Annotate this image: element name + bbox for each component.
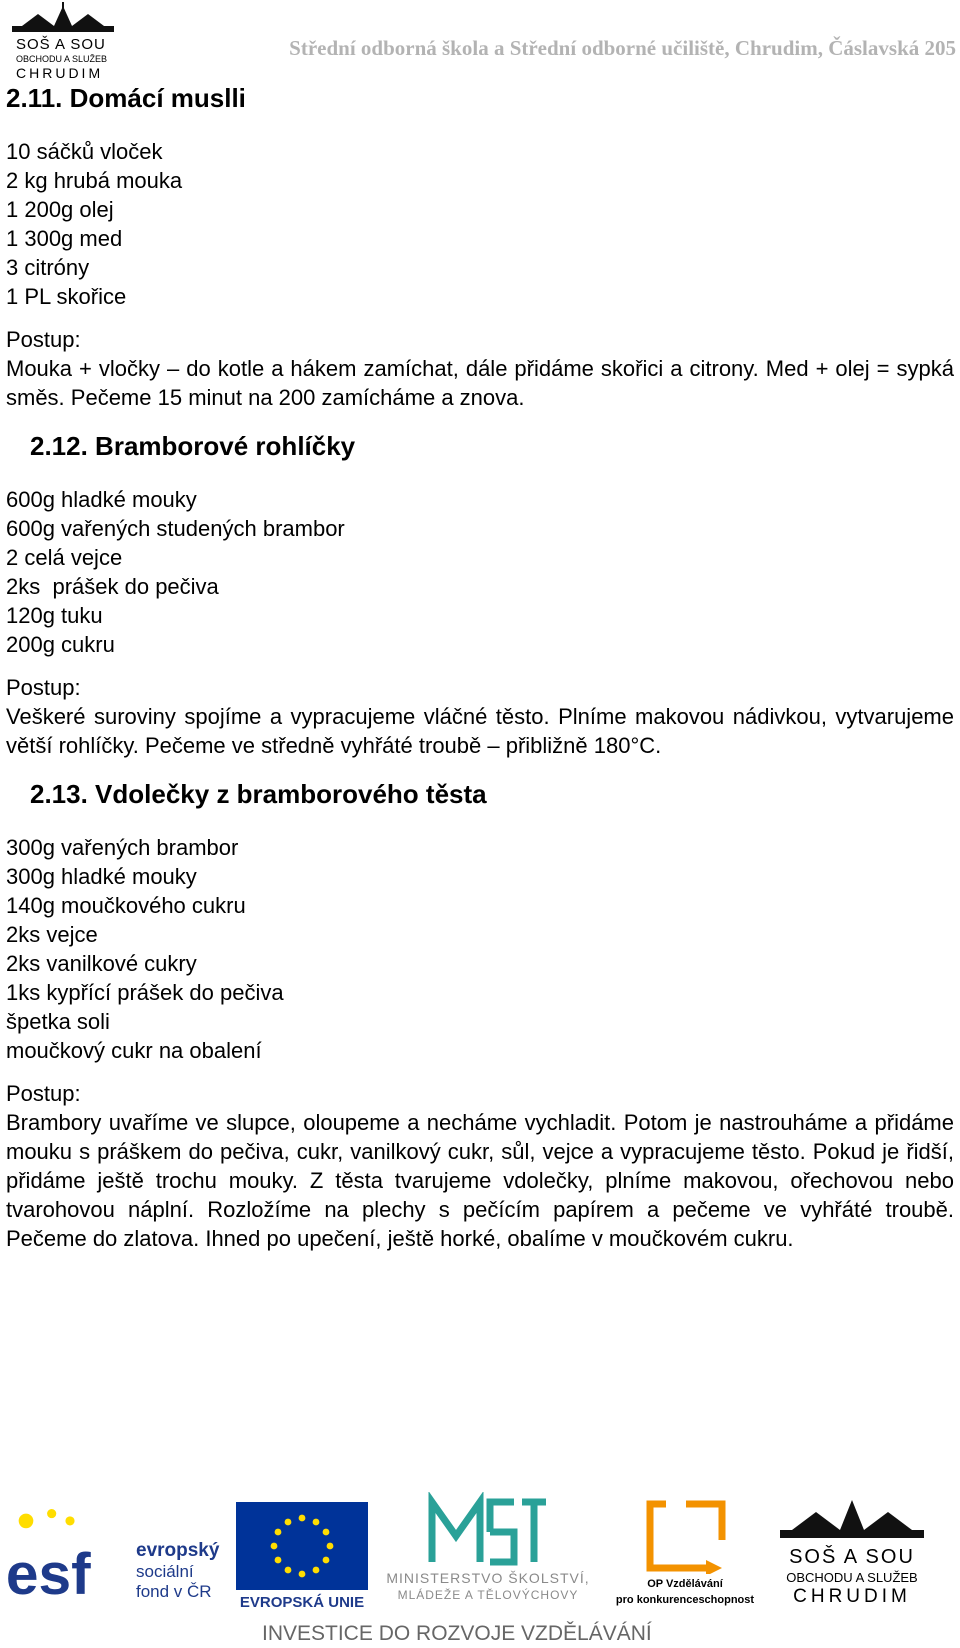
eu-flag-icon — [236, 1502, 368, 1590]
ingredient-item: špetka soli — [6, 1009, 110, 1034]
ingredient-item: moučkový cukr na obalení — [6, 1038, 262, 1063]
document-body — [6, 78, 960, 1253]
ingredient-item: 600g vařených studených brambor — [6, 516, 345, 541]
op-vk-logo — [610, 1500, 760, 1610]
logo-text-line2: OBCHODU A SLUŽEB — [16, 54, 108, 64]
esf-logo — [4, 1498, 219, 1608]
ingredient-item: 2 kg hrubá mouka — [6, 168, 183, 193]
ingredient-item: 120g tuku — [6, 603, 103, 628]
school-logo-footer — [772, 1498, 932, 1614]
op-vk-text-line2: pro konkurenceschopnost — [615, 1594, 755, 1606]
procedure-label: Postup: — [6, 327, 81, 352]
school-footer-line1: SOŠ A SOU — [789, 1546, 915, 1568]
ingredient-item: 140g moučkového cukru — [6, 893, 246, 918]
ingredient-list — [6, 137, 960, 311]
op-vk-square-icon — [646, 1500, 726, 1574]
procedure-label: Postup: — [6, 675, 81, 700]
ingredient-item: 300g vařených brambor — [6, 835, 239, 860]
ingredient-item: 600g hladké mouky — [6, 487, 197, 512]
procedure-label: Postup: — [6, 1081, 81, 1106]
esf-star-icon — [4, 1498, 114, 1608]
ingredient-item: 10 sáčků vloček — [6, 139, 163, 164]
msmt-monogram-icon — [428, 1492, 548, 1566]
esf-text-line3: fond v ČR — [136, 1582, 212, 1601]
ingredient-item: 200g cukru — [6, 632, 115, 657]
procedure-text: Veškeré suroviny spojíme a vypracujeme vláčné těsto. Plníme makovou nádivkou, vytvarujeme větší rohlíčky. Pečeme ve středně vyhřáté troubě – přibližně 180°C. — [6, 704, 954, 758]
ingredient-item: 1 300g med — [6, 226, 123, 251]
ingredient-item: 300g hladké mouky — [6, 864, 197, 889]
ingredient-list — [6, 833, 960, 1065]
svg-text:esf: esf — [5, 1542, 91, 1608]
castle-roof-icon — [776, 1498, 928, 1542]
op-vk-text-line1: OP Vzdělávání — [647, 1578, 723, 1590]
castle-roof-icon — [8, 2, 118, 34]
footer-logos — [0, 1482, 960, 1648]
recipe-heading-potato-rolls: 2.12. Bramborové rohlíčky — [30, 431, 356, 461]
ingredient-item: 1 200g olej — [6, 197, 114, 222]
eu-label: EVROPSKÁ UNIE — [239, 1594, 365, 1611]
school-name-header: Střední odborná škola a Střední odborné učiliště, Chrudim, Čáslavská 205 — [289, 36, 956, 60]
ingredient-list — [6, 485, 960, 659]
school-footer-line3: CHRUDIM — [793, 1586, 911, 1607]
esf-text-line1: evropský — [136, 1540, 220, 1561]
recipe-heading-muesli: 2.11. Domácí muslli — [6, 83, 246, 113]
logo-text-line3: CHRUDIM — [16, 65, 104, 81]
esf-text-line2: sociální — [136, 1562, 194, 1581]
school-footer-line2: OBCHODU A SLUŽEB — [786, 1570, 918, 1585]
eu-logo — [236, 1502, 368, 1614]
school-logo — [8, 2, 124, 80]
recipe-heading-potato-doughnuts: 2.13. Vdolečky z bramborového těsta — [30, 779, 487, 809]
msmt-text-line1: MINISTERSTVO ŠKOLSTVÍ, — [386, 1570, 590, 1586]
ingredient-item: 3 citróny — [6, 255, 90, 280]
logo-text-line1: SOŠ A SOU — [16, 36, 106, 53]
investment-slogan: INVESTICE DO ROZVOJE VZDĚLÁVÁNÍ — [262, 1622, 652, 1645]
msmt-logo — [378, 1492, 598, 1612]
ingredient-item: 2ks vejce — [6, 922, 98, 947]
ingredient-item: 2ks prášek do pečiva — [6, 574, 219, 599]
msmt-text-line2: MLÁDEŽE A TĚLOVÝCHOVY — [397, 1588, 579, 1602]
ingredient-item: 2ks vanilkové cukry — [6, 951, 197, 976]
procedure-text: Brambory uvaříme ve slupce, oloupeme a necháme vychladit. Potom je nastrouháme a přidáme mouku s práškem do pečiva, cukr, vanilkový cukr, sůl, vejce a vypracujeme těsto. Pokud je řidší, přidáme ještě trochu mouky. Z těsta tvarujeme vdolečky, plníme makovou, ořechovou nebo tvarohovou náplní. Rozložíme na plechy s pečícím papírem a pečeme ve vyhřáté troubě. Pečeme do zlatova. Ihned po upečení, ještě horké, obalíme v moučkovém cukru. — [6, 1110, 954, 1251]
ingredient-item: 1ks kypřící prášek do pečiva — [6, 980, 284, 1005]
ingredient-item: 2 celá vejce — [6, 545, 123, 570]
procedure-text: Mouka + vločky – do kotle a hákem zamíchat, dále přidáme skořici a citrony. Med + olej = sypká směs. Pečeme 15 minut na 200 zamícháme a znova. — [6, 356, 954, 410]
ingredient-item: 1 PL skořice — [6, 284, 127, 309]
